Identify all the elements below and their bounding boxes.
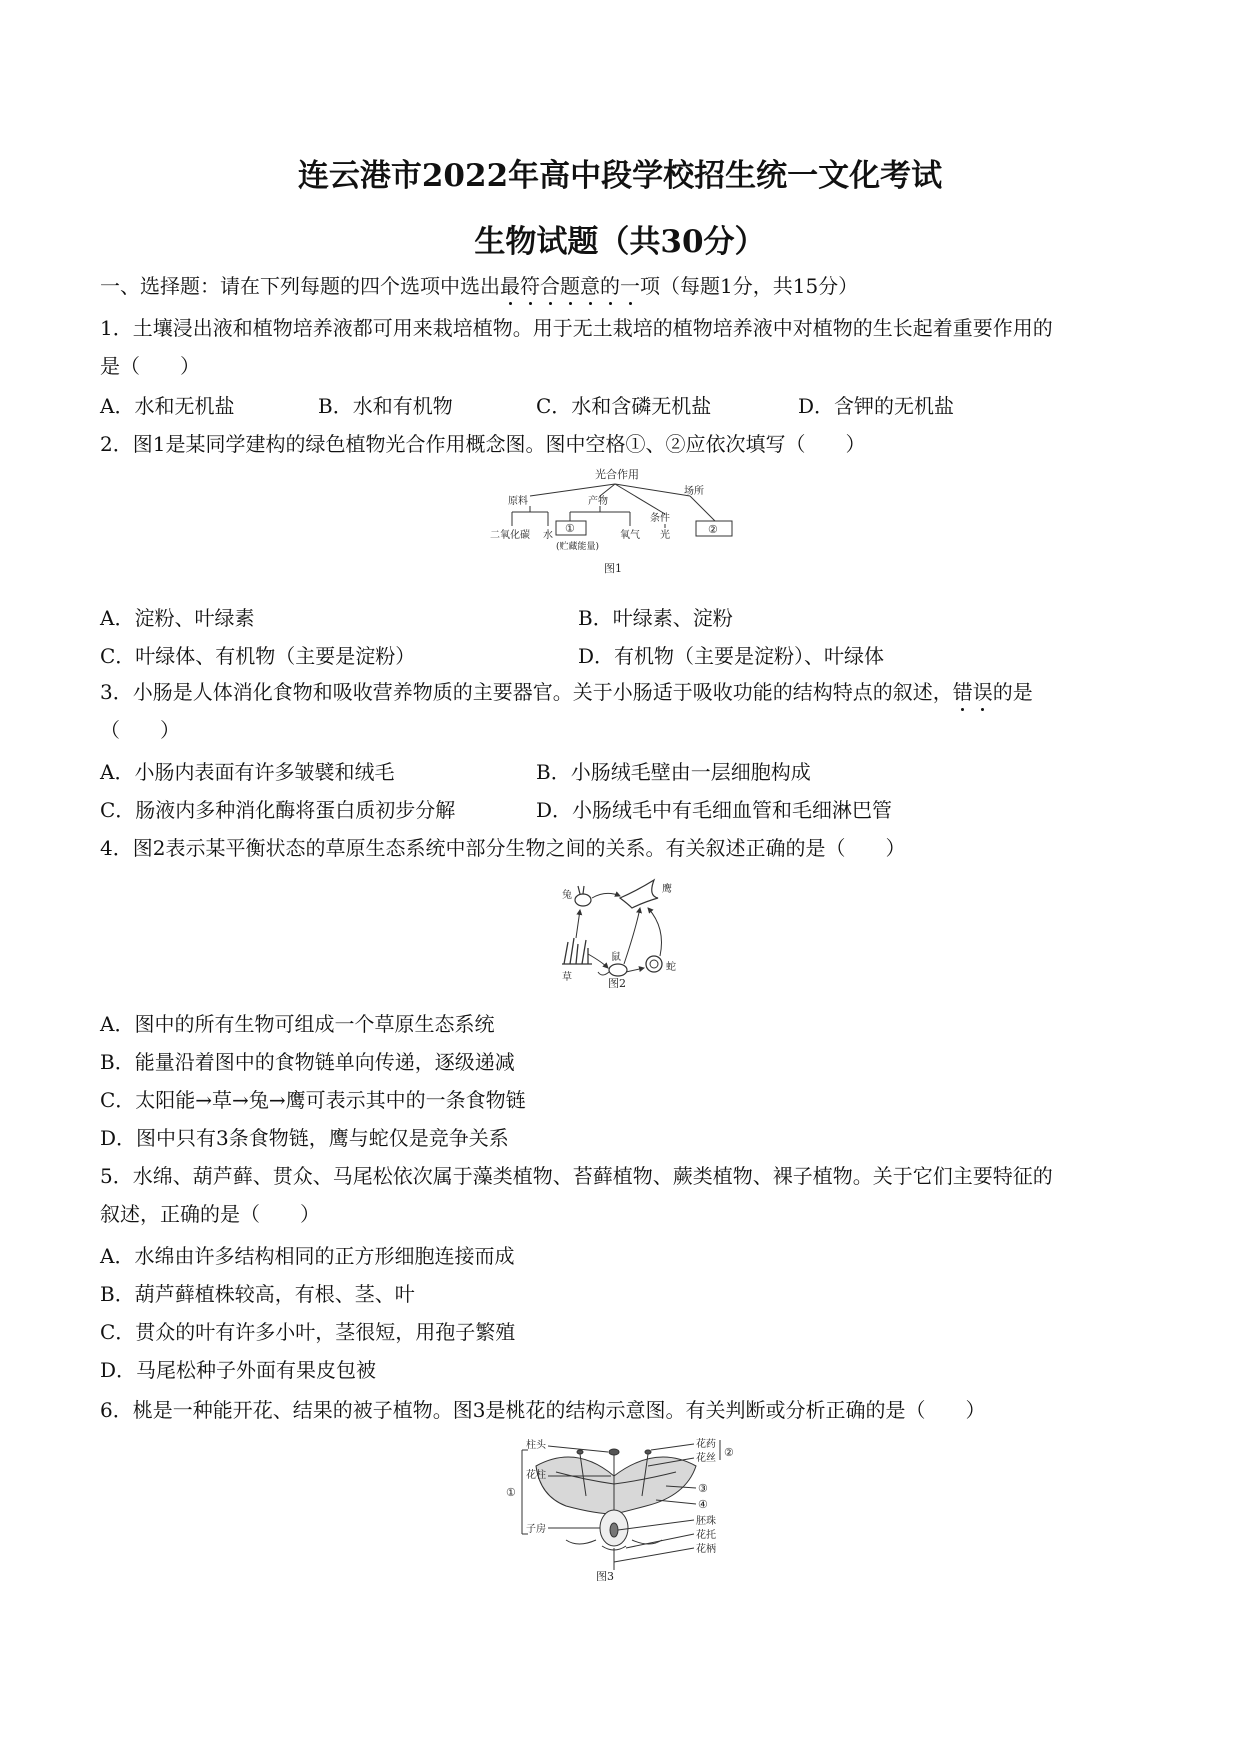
q6-stem: 6．桃是一种能开花、结果的被子植物。图3是桃花的结构示意图。有关判断或分析正确的是（ ） [100, 1398, 986, 1422]
q5-option-a: A．水绵由许多结构相同的正方形细胞连接而成 [100, 1244, 515, 1268]
exam-title: 连云港市2022年高中段学校招生统一文化考试 [297, 158, 943, 194]
q2-option-d: D．有机物（主要是淀粉）、叶绿体 [578, 644, 885, 668]
figure-1-photosynthesis-concept-map [490, 466, 750, 582]
eagle-icon [620, 880, 658, 908]
q1-stem-line1: 1．土壤浸出液和植物培养液都可用来栽培植物。用于无土栽培的植物培养液中对植物的生长起着重要作用的 [100, 316, 1053, 340]
fig1-water-label: 水 [543, 530, 553, 541]
fig2-caption: 图2 [608, 977, 626, 988]
q2-stem: 2．图1是某同学建构的绿色植物光合作用概念图。图中空格①、②应依次填写（ ） [100, 432, 866, 456]
q5-option-d: D．马尾松种子外面有果皮包被 [100, 1358, 377, 1382]
fig3-ovule-label: 胚珠 [696, 1516, 716, 1527]
figure-2-food-web [558, 868, 688, 988]
fig1-root-label: 光合作用 [595, 468, 639, 481]
q1-option-a: A．水和无机盐 [100, 394, 235, 418]
q1-option-d: D．含钾的无机盐 [798, 394, 955, 418]
q4-option-d: D．图中只有3条食物链，鹰与蛇仅是竞争关系 [100, 1126, 509, 1150]
fig3-pedicel-label: 花柄 [696, 1544, 716, 1555]
fig1-product-label: 产物 [588, 496, 608, 507]
q2-option-b: B．叶绿素、淀粉 [578, 606, 733, 630]
fig1-raw-label: 原料 [508, 496, 528, 507]
fig2-rabbit-label: 兔 [562, 890, 572, 901]
fig2-snake-label: 蛇 [666, 962, 676, 973]
section-instruction: 一、选择题：请在下列每题的四个选项中选出最符合题意的一项（每题1分，共15分） [100, 270, 858, 299]
q3-stem-line1: 3．小肠是人体消化食物和吸收营养物质的主要器官。关于小肠适于吸收功能的结构特点的叙述，错误的是 [100, 676, 1033, 705]
q3-stem-line2: （ ） [100, 718, 180, 742]
fig3-label-2: ② [724, 1446, 734, 1459]
mouse-icon [598, 964, 627, 976]
q3-option-d: D．小肠绒毛中有毛细血管和毛细淋巴管 [536, 798, 893, 822]
q4-option-a: A．图中的所有生物可组成一个草原生态系统 [100, 1012, 495, 1036]
fig3-label-1: ① [506, 1486, 516, 1499]
snake-icon [646, 956, 662, 972]
fig3-filament-label: 花丝 [696, 1453, 716, 1464]
fig2-eagle-label: 鹰 [662, 884, 672, 895]
q4-option-c: C．太阳能→草→兔→鹰可表示其中的一条食物链 [100, 1088, 526, 1112]
fig1-caption: 图1 [604, 562, 622, 575]
fig1-place-label: 场所 [684, 486, 704, 497]
fig1-oxygen-label: 氧气 [620, 530, 640, 541]
exam-subtitle: 生物试题（共30分） [474, 224, 766, 260]
q1-option-c: C．水和含磷无机盐 [536, 394, 712, 418]
q5-option-c: C．贯众的叶有许多小叶，茎很短，用孢子繁殖 [100, 1320, 516, 1344]
fig3-label-3: ③ [698, 1482, 708, 1495]
fig3-ovary-label: 子房 [526, 1524, 546, 1535]
q4-stem: 4．图2表示某平衡状态的草原生态系统中部分生物之间的关系。有关叙述正确的是（ ） [100, 836, 906, 860]
fig1-blank2-label: ② [708, 523, 718, 536]
q3-option-a: A．小肠内表面有许多皱襞和绒毛 [100, 760, 395, 784]
q3-option-b: B．小肠绒毛壁由一层细胞构成 [536, 760, 811, 784]
q1-option-b: B．水和有机物 [318, 394, 453, 418]
fig3-stigma-label: 柱头 [526, 1440, 546, 1451]
fig2-mouse-label: 鼠 [611, 952, 621, 963]
fig1-condition-label: 条件 [650, 513, 670, 524]
fig3-label-4: ④ [698, 1498, 708, 1511]
fig1-co2-label: 二氧化碳 [490, 530, 530, 541]
figure-3-peach-flower-structure [496, 1436, 746, 1581]
fig2-grass-label: 草 [562, 972, 572, 983]
q5-stem-line2: 叙述，正确的是（ ） [100, 1202, 320, 1226]
q3-option-c: C．肠液内多种消化酶将蛋白质初步分解 [100, 798, 456, 822]
fig3-caption: 图3 [596, 1570, 614, 1581]
rabbit-icon [575, 886, 591, 906]
q5-stem-line1: 5．水绵、葫芦藓、贯众、马尾松依次属于藻类植物、苔藓植物、蕨类植物、裸子植物。关于它们主要特征的 [100, 1164, 1053, 1188]
q1-stem-line2: 是（ ） [100, 354, 200, 378]
q5-option-b: B．葫芦藓植株较高，有根、茎、叶 [100, 1282, 415, 1306]
fig1-light-label: 光 [660, 530, 670, 541]
fig3-style-label: 花柱 [526, 1470, 546, 1481]
fig3-receptacle-label: 花托 [696, 1530, 716, 1541]
q4-option-b: B．能量沿着图中的食物链单向传递，逐级递减 [100, 1050, 515, 1074]
grass-icon [562, 938, 592, 964]
fig1-energy-label: (贮藏能量) [556, 542, 600, 552]
fig3-anther-label: 花药 [696, 1439, 716, 1450]
q2-option-a: A．淀粉、叶绿素 [100, 606, 255, 630]
fig1-blank1-label: ① [565, 522, 575, 535]
q2-option-c: C．叶绿体、有机物（主要是淀粉） [100, 644, 416, 668]
